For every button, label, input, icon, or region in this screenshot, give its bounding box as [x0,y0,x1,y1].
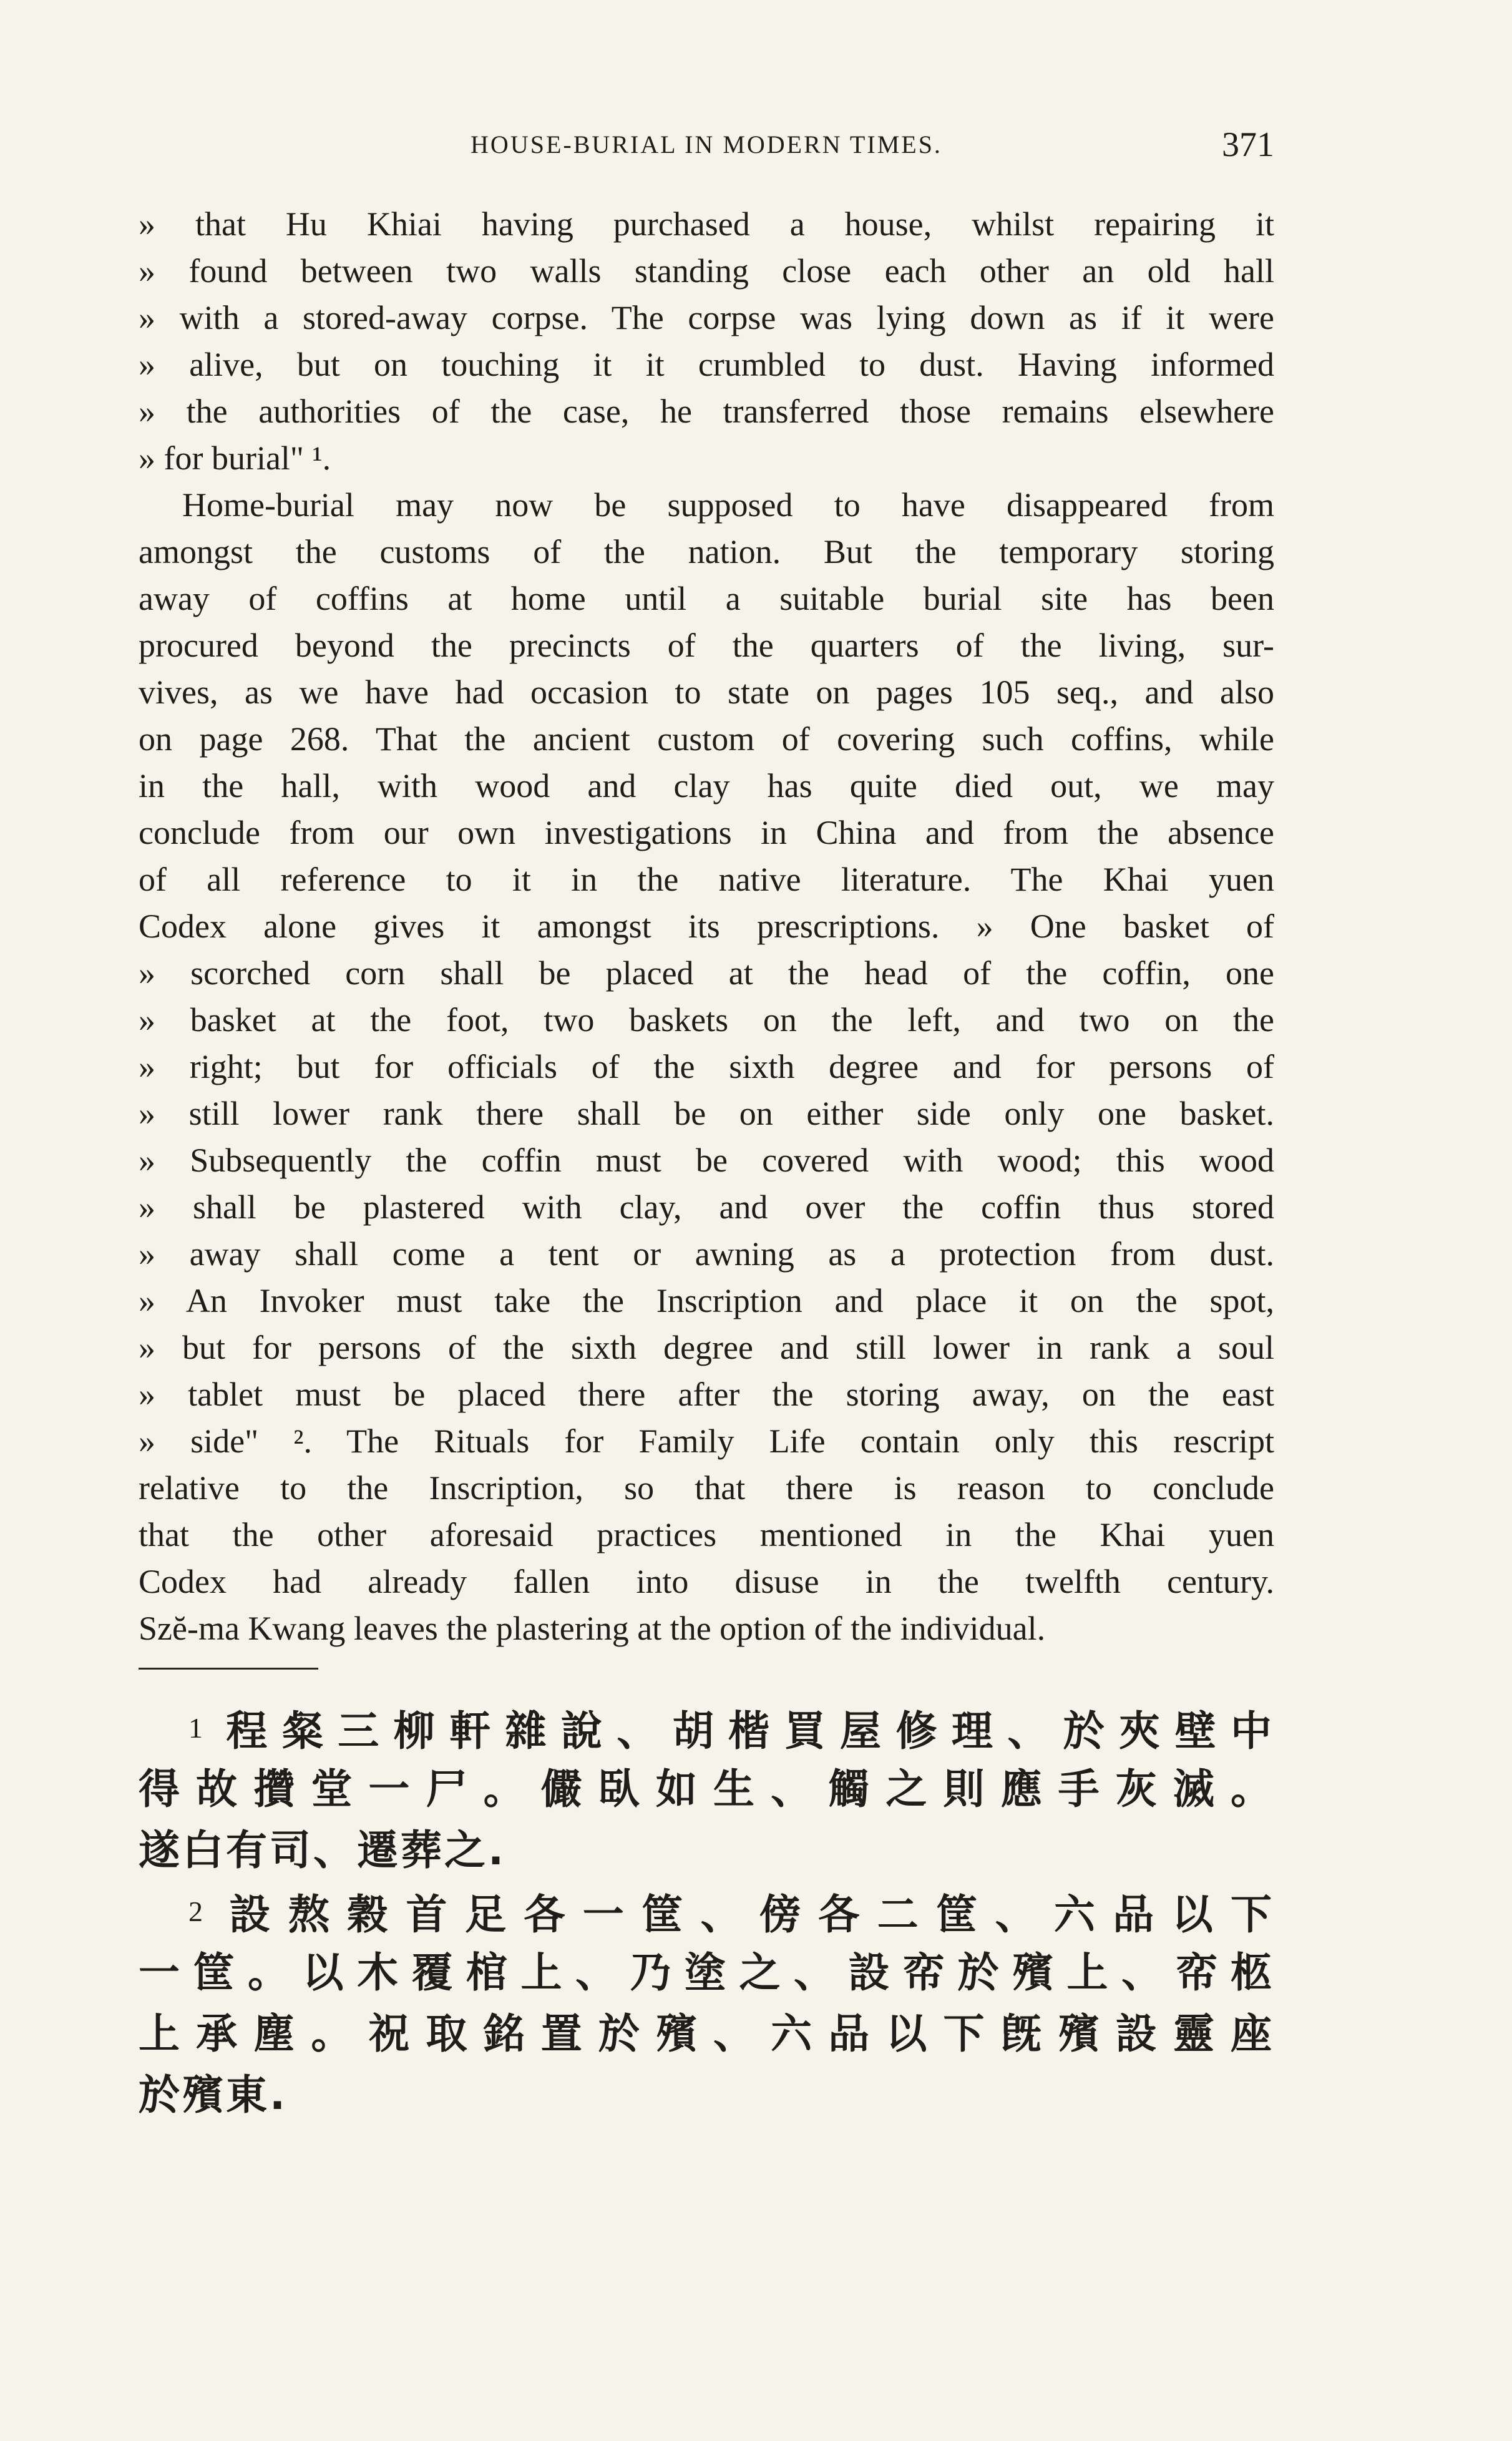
footnote-1-line [139,1698,1274,1759]
footnote-divider [139,1668,318,1670]
text-line: Home-burial may now be supposed to have disappeared from [182,486,1274,524]
text-line: relative to the Inscription, so that there is reason to conclude [139,1469,1274,1507]
text-line: » but for persons of the sixth degree and still lower in rank a soul [139,1329,1274,1366]
running-title: HOUSE-BURIAL IN MODERN TIMES. [471,130,942,159]
text-line: that the other aforesaid practices mentioned in the Khai yuen [139,1516,1274,1553]
text-line: » with a stored-away corpse. The corpse was lying down as if it were [139,299,1274,336]
text-line: » still lower rank there shall be on either side only one basket. [139,1095,1274,1132]
text-line: procured beyond the precincts of the quarters of the living, sur- [139,627,1274,664]
footnote-2-line: 一筐。以木覆棺上、乃塗之、設帟於殯上、帟柩 [139,1949,1274,1997]
footnote-2-line: 上承塵。祝取銘置於殯、六品以下旣殯設靈座 [139,2010,1274,2058]
text-line: » Subsequently the coffin must be covered with wood; this wood [139,1142,1274,1179]
footnote-1-line: 遂白有司、遷葬之. [139,1826,507,1874]
text-line: conclude from our own investigations in China and from the absence [139,814,1274,851]
footnote-1-line: 得故攢堂一尸。儼臥如生、觸之則應手灰滅。 [139,1765,1274,1813]
text-line: Codex had already fallen into disuse in the twelfth century. [139,1563,1274,1600]
footnote-number: 1 [188,1712,205,1744]
main-text [139,201,1274,1652]
text-line: » basket at the foot, two baskets on the left, and two on the [139,1001,1274,1039]
page-header [139,125,1274,169]
text-line: » shall be plastered with clay, and over the coffin thus stored [139,1188,1274,1226]
footnote-text: 設熬穀首足各一筐、傍各二筐、六品以下 [214,1891,1274,1939]
text-line: Szĕ-ma Kwang leaves the plastering at the option of the individual. [139,1610,1046,1647]
footnote-number: 2 [188,1896,205,1927]
text-line: » the authorities of the case, he transferred those remains elsewhere [139,393,1274,430]
text-line: of all reference to it in the native literature. The Khai yuen [139,861,1274,898]
footnote-text: 程粲三柳軒雜說、胡楷買屋修理、於夾壁中 [214,1707,1274,1755]
page-number: 371 [1222,125,1274,164]
text-line: » away shall come a tent or awning as a protection from dust. [139,1235,1274,1273]
text-line: » right; but for officials of the sixth degree and for persons of [139,1048,1274,1085]
text-line: » tablet must be placed there after the storing away, on the east [139,1376,1274,1413]
footnote-2-line [139,1881,1274,1942]
text-line: vives, as we have had occasion to state on pages 105 seq., and also [139,673,1274,711]
text-line: » found between two walls standing close each other an old hall [139,252,1274,290]
footnotes [139,1698,1274,2126]
text-line: away of coffins at home until a suitable burial site has been [139,580,1274,617]
footnote-2-line: 於殯東. [139,2071,288,2119]
text-line: on page 268. That the ancient custom of covering such coffins, while [139,720,1274,758]
text-line: » for burial" ¹. [139,439,331,477]
text-line: amongst the customs of the nation. But the temporary storing [139,533,1274,570]
text-line: » scorched corn shall be placed at the head of the coffin, one [139,954,1274,992]
text-line: Codex alone gives it amongst its prescriptions. » One basket of [139,907,1274,945]
text-line: in the hall, with wood and clay has quite died out, we may [139,767,1274,805]
text-line: » that Hu Khiai having purchased a house, whilst repairing it [139,205,1274,243]
text-line: » side" ². The Rituals for Family Life contain only this rescript [139,1422,1274,1460]
text-line: » An Invoker must take the Inscription and place it on the spot, [139,1282,1274,1319]
text-line: » alive, but on touching it it crumbled to dust. Having informed [139,346,1274,383]
